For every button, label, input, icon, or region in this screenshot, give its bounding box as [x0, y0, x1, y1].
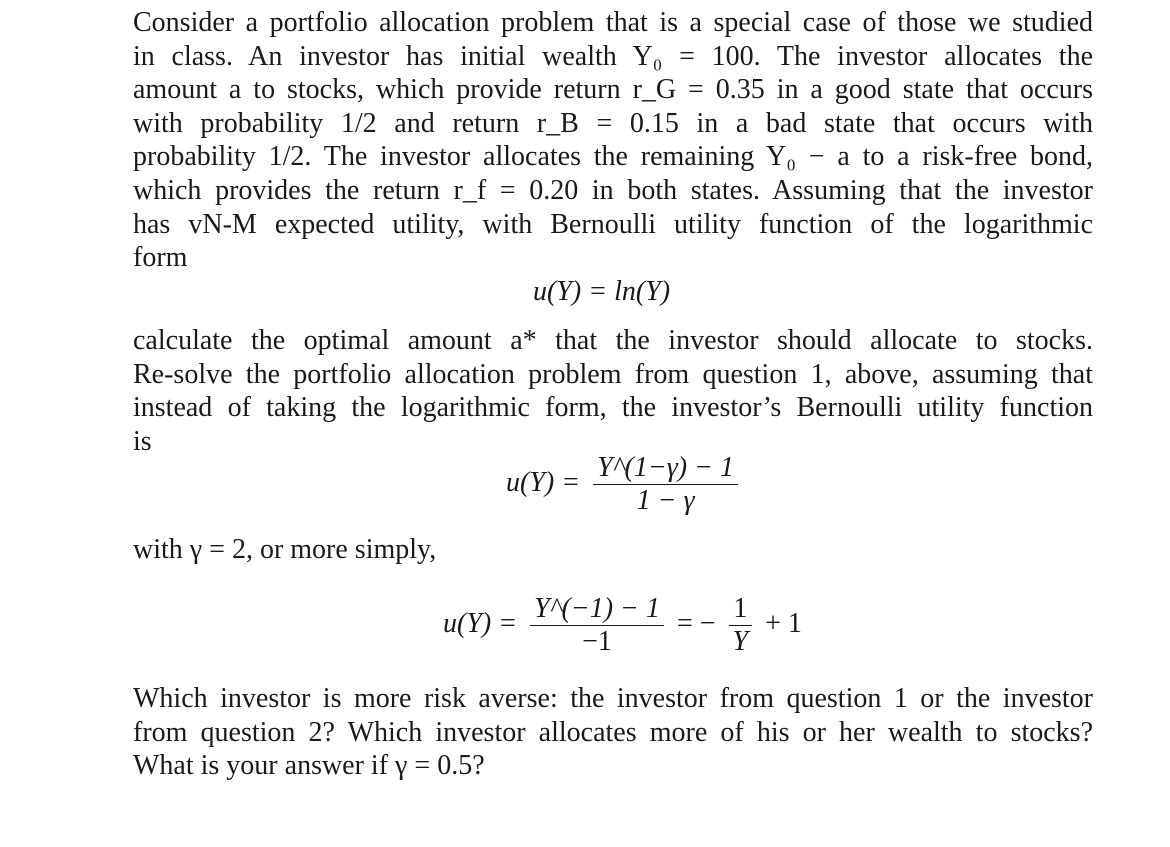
- text-line: Which investor is more risk averse: the investor from question 1 or the investor: [133, 683, 1093, 714]
- text-line: with probability 1/2 and return r_B = 0.15 in a bad state that occurs with: [133, 107, 1093, 139]
- equation-text: u(Y) = ln(Y): [533, 276, 671, 307]
- problem-paragraph-2: [133, 324, 1093, 458]
- first-fraction: [530, 593, 664, 658]
- equation-middle: = −: [676, 607, 716, 639]
- problem-paragraph-4: [133, 682, 1093, 783]
- text-line: which provides the return r_f = 0.20 in both states. Assuming that the investor: [133, 174, 1093, 206]
- problem-paragraph-1: [133, 6, 1093, 275]
- log-utility-equation: [533, 276, 670, 308]
- text-line: What is your answer if γ = 0.5?: [133, 750, 485, 782]
- text-line: amount a to stocks, which provide return r_G = 0.35 in a good state that occurs: [133, 74, 1093, 106]
- fraction-denominator: Y: [729, 625, 753, 658]
- text-line: instead of taking the logarithmic form, the investor’s Bernoulli utility function: [133, 392, 1093, 424]
- fraction-numerator: Y^(1−γ) − 1: [597, 452, 734, 483]
- crra-utility-equation: [506, 452, 744, 517]
- text-line: form: [133, 242, 188, 274]
- text-line: probability 1/2. The investor allocates the remaining Y₀ − a to a risk-free bond,: [133, 141, 1093, 173]
- fraction-denominator: −1: [530, 625, 664, 658]
- text-line: from question 2? Which investor allocates more of his or her wealth to stocks?: [133, 716, 1093, 748]
- gamma-two-utility-equation: [443, 593, 802, 658]
- fraction-denominator: 1 − γ: [593, 484, 738, 517]
- crra-fraction: [593, 452, 738, 517]
- text-line: calculate the optimal amount a* that the investor should allocate to stocks.: [133, 325, 1093, 356]
- text-line: is: [133, 425, 152, 457]
- equation-lhs: u(Y) =: [506, 466, 581, 498]
- text-line: has vN-M expected utility, with Bernoulli utility function of the logarithmic: [133, 208, 1093, 240]
- text-line: Re-solve the portfolio allocation problem from question 1, above, assuming that: [133, 358, 1093, 390]
- equation-lhs: u(Y) =: [443, 607, 518, 639]
- second-fraction: [729, 593, 753, 658]
- text-line: Consider a portfolio allocation problem that is a special case of those we studied: [133, 7, 1093, 38]
- fraction-numerator: Y^(−1) − 1: [534, 593, 660, 624]
- fraction-numerator: 1: [733, 593, 748, 624]
- problem-paragraph-3: [133, 533, 1093, 567]
- equation-tail: + 1: [765, 607, 802, 639]
- text-line: with γ = 2, or more simply,: [133, 534, 437, 565]
- text-line: in class. An investor has initial wealth Y₀ = 100. The investor allocates the: [133, 40, 1093, 72]
